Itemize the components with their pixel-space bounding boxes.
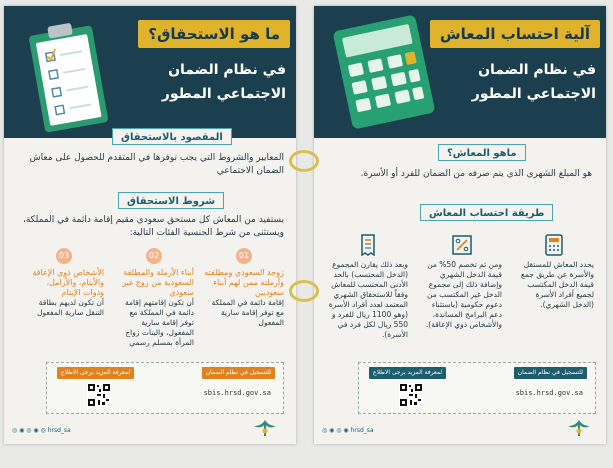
- pension-calculation-page: [314, 6, 606, 444]
- condition-heading: الأشخاص ذوي الإعاقة والأيتام، والأرامل، وذوات الإيتام: [32, 268, 104, 297]
- binder-ring: [289, 280, 319, 302]
- method-section-label: طريقة احتساب المعاش: [420, 204, 553, 221]
- step-number-badge: 03: [56, 248, 72, 264]
- more-info-pill: لمعرفة المزيد يرجى الاطلاع: [369, 367, 446, 379]
- page-subtitle: [136, 58, 286, 106]
- method-text: وبعد ذلك يقارن المجموع (الدخل المحتسب) بالحد الأدنى المحتسب للمعاش وفقاً للاستحقاق الشهري المعتمد لعدد أفراد الأسرة (وهو 1100 ريال للفرد و 550 ريال لكل فرد في الأسرة).: [328, 260, 408, 339]
- calculator-icon: [328, 12, 440, 130]
- page-title: آلية احتساب المعاش: [430, 20, 600, 48]
- meaning-section-label: المقصود بالاستحقاق: [112, 128, 232, 145]
- step-number-badge: 01: [236, 248, 252, 264]
- website-link[interactable]: sbis.hrsd.gov.sa: [203, 389, 271, 397]
- conditions-section-label: شروط الاستحقاق: [118, 192, 224, 209]
- qr-code-icon[interactable]: [399, 383, 423, 407]
- receipt-icon: [357, 234, 379, 256]
- page-subtitle: [446, 58, 596, 106]
- method-column-2: [422, 234, 502, 330]
- subtitle-line-2: الاجتماعي المطور: [471, 86, 596, 102]
- clipboard-icon: [22, 16, 114, 136]
- header-band: [4, 6, 296, 138]
- condition-heading: زوجة السعودي ومطلقته وأرملته ممن لهم أبناء سعوديين: [204, 268, 284, 297]
- ministry-logo-icon: [252, 418, 278, 438]
- condition-column-2: [114, 248, 194, 348]
- eligibility-page: [4, 6, 296, 444]
- method-text: ومن ثم تخصم 50% من قيمة الدخل الشهري وإضافة ذلك إلى مجموع الدخل غير المكتسب من دعوم حكومية (باستثناء دعم البرامج المساندة، والأشخاص ذوي الإعاقة).: [425, 260, 502, 329]
- condition-column-1: [204, 248, 284, 328]
- conditions-text: يستفيد من المعاش كل مستحق سعودي مقيم إقامة دائمة في المملكة، ويستثنى من شرط الجنسية الفئات التالية:: [22, 215, 284, 238]
- registration-box: [358, 362, 596, 414]
- subtitle-line-2: الاجتماعي المطور: [161, 86, 286, 102]
- what-section-label: ماهو المعاش؟: [438, 144, 526, 161]
- calculator-small-icon: [543, 234, 565, 256]
- register-pill: للتسجيل في نظام الضمان: [202, 367, 275, 379]
- social-handles: ◎ ◉ ◎ ◉ ◎ hrsd_sa: [12, 427, 71, 434]
- binder-ring: [289, 150, 319, 172]
- step-number-badge: 02: [146, 248, 162, 264]
- percent-icon: [451, 234, 473, 256]
- header-band: [314, 6, 606, 138]
- method-text: يحدد المعاش للمستقل والأسرة عن طريق جمع قيمة الدخل المكتسب لجميع أفراد الأسرة (الدخل الشهري).: [520, 260, 594, 309]
- condition-text: إقامة دائمة في المملكة مع توفر إقامة سارية المفعول: [211, 298, 284, 327]
- subtitle-line-1: في نظام الضمان: [168, 62, 286, 78]
- subtitle-line-1: في نظام الضمان: [478, 62, 596, 78]
- what-text: هو المبلغ الشهري الذي يتم صرفه من الضمان للفرد أو الأسرة.: [360, 169, 592, 179]
- condition-column-3: [24, 248, 104, 318]
- page-title: ما هو الاستحقاق؟: [138, 20, 290, 48]
- condition-text: أن تكون إقامتهم إقامة دائمة في المملكة مع توفر إقامة سارية المفعول، والبنات زواج المرأة بمسلم رسمي: [124, 298, 194, 347]
- condition-heading: أبناء الأرملة والمطلقة السعودية من زوج غير سعودي: [122, 268, 194, 297]
- more-info-pill: لمعرفة المزيد يرجى الاطلاع: [57, 367, 134, 379]
- method-column-1: [514, 234, 594, 310]
- meaning-text: المعايير والشروط التي يجب توفرها في المتقدم للحصول على معاش الضمان الاجتماعي: [29, 153, 284, 176]
- ministry-logo-icon: [566, 418, 592, 438]
- website-link[interactable]: sbis.hrsd.gov.sa: [515, 389, 583, 397]
- qr-code-icon[interactable]: [87, 383, 111, 407]
- register-pill: للتسجيل في نظام الضمان: [514, 367, 587, 379]
- social-handles: ◎ ◉ ◎ ◉ hrsd_sa: [322, 427, 374, 434]
- condition-text: أن تكون لديهم بطاقة التنقل سارية المفعول: [37, 298, 104, 317]
- method-column-3: [328, 234, 408, 340]
- registration-box: [46, 362, 284, 414]
